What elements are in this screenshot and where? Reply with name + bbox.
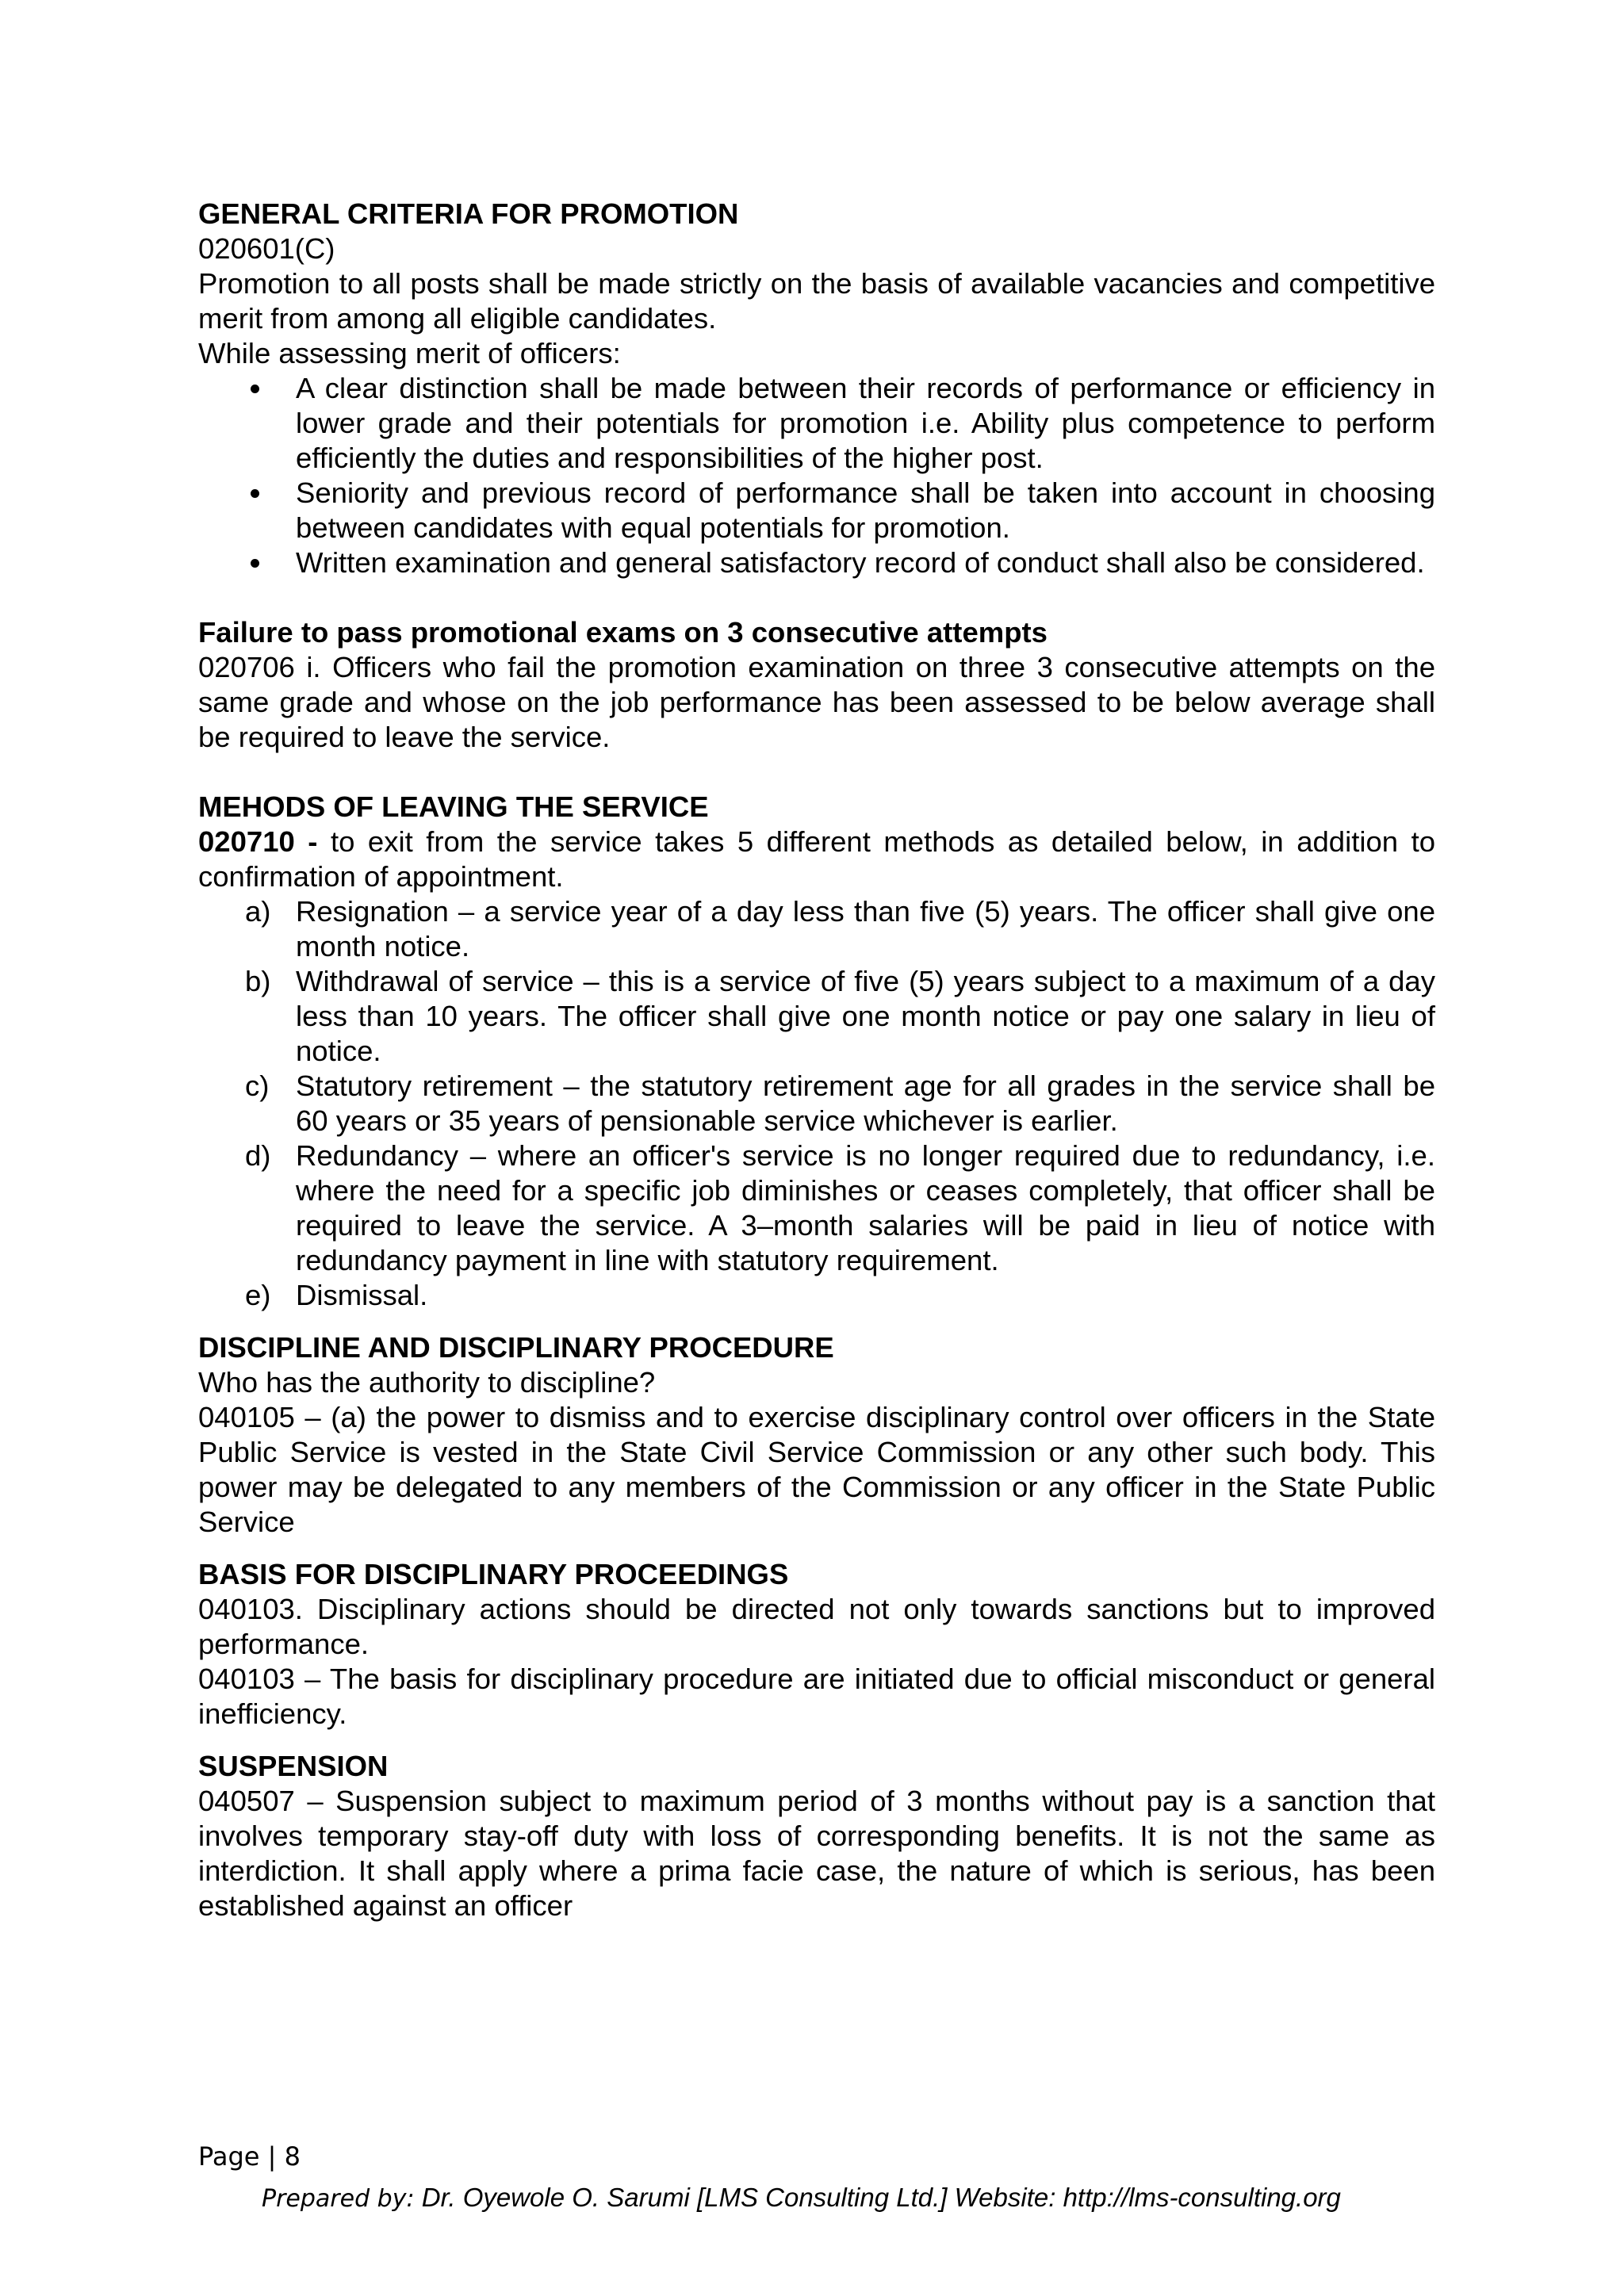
prepared-by-line [262,2182,1341,2215]
section-heading-failure: Failure to pass promotional exams on 3 consecutive attempts [198,616,1048,649]
failure-paragraph: 020706 i. Officers who fail the promotion examination on three 3 consecutive attempts on the same grade and whose on the job performance has been assessed to be below average shall be required to leave the service. [198,651,1435,753]
list-marker: c) [245,1070,270,1102]
list-marker: a) [245,895,271,928]
promotion-merit-intro: While assessing merit of officers: [198,337,621,369]
list-item [198,1138,1435,1278]
list-item [198,1069,1435,1138]
leaving-code: 020710 - [198,825,318,858]
section-heading-suspension: SUSPENSION [198,1750,389,1782]
basis-paragraph-2: 040103 – The basis for disciplinary procedure are initiated due to official misconduct or general inefficiency. [198,1663,1435,1730]
list-item [198,545,1435,580]
page-content [198,197,1435,1923]
leaving-intro-text: to exit from the service takes 5 different methods as detailed below, in addition to confirmation of appointment. [198,825,1436,893]
list-item [198,964,1435,1069]
suspension-paragraph: 040507 – Suspension subject to maximum period of 3 months without pay is a sanction that involves temporary stay-off duty with loss of corresponding benefits. It is not the same as interdiction. It shall apply where a prima facie case, the nature of which is serious, has been established against an officer [198,1785,1435,1922]
list-item [198,476,1435,545]
leaving-intro [198,825,1435,894]
leaving-methods-list [198,894,1435,1313]
list-marker: b) [245,965,271,997]
section-heading-promotion: GENERAL CRITERIA FOR PROMOTION [198,197,739,230]
bullet-icon [251,559,259,568]
list-marker: d) [245,1139,271,1172]
page-footer [198,2141,1435,2213]
promotion-code: 020601(C) [198,232,335,265]
list-item [198,894,1435,964]
list-item-text: Dismissal. [296,1279,428,1311]
discipline-question: Who has the authority to discipline? [198,1366,656,1399]
list-item-text: Resignation – a service year of a day less than five (5) years. The officer shall give one month notice. [296,895,1435,962]
list-item-text: Written examination and general satisfactory record of conduct shall also be considered. [296,546,1425,579]
discipline-paragraph: 040105 – (a) the power to dismiss and to exercise disciplinary control over officers in the State Public Service is vested in the State Civil Service Commission or any other such body. This power may be delegated to any members of the Commission or any officer in the State Public Service [198,1401,1435,1538]
list-item-text: Seniority and previous record of performance shall be taken into account in choosing between candidates with equal potentials for promotion. [296,476,1435,544]
list-item-text: Withdrawal of service – this is a service of five (5) years subject to a maximum of a day less than 10 years. The officer shall give one month notice or pay one salary in lieu of notice. [296,965,1435,1067]
list-item-text: Redundancy – where an officer's service is no longer required due to redundancy, i.e. where the need for a specific job diminishes or ceases completely, that officer shall be required to leave the service. A 3–month salaries will be paid in lieu of notice with redundancy payment in line with statutory requirement. [296,1139,1435,1276]
prepared-by-label: Prepared by: [262,2185,415,2213]
page-number: Page | 8 [198,2141,301,2172]
bullet-icon [251,489,259,498]
list-item-text: A clear distinction shall be made between their records of performance or efficiency in lower grade and their potentials for promotion i.e. Ability plus competence to perform efficiently the duties and responsibilities of the higher post. [296,372,1435,474]
list-item-text: Statutory retirement – the statutory retirement age for all grades in the service shall be 60 years or 35 years of pensionable service whichever is earlier. [296,1070,1435,1137]
prepared-by-text: Dr. Oyewole O. Sarumi [LMS Consulting Ltd.] Website: http://lms-consulting.org [414,2183,1341,2212]
basis-paragraph-1: 040103. Disciplinary actions should be directed not only towards sanctions but to improved performance. [198,1593,1435,1660]
section-heading-leaving: MEHODS OF LEAVING THE SERVICE [198,790,709,823]
section-heading-basis: BASIS FOR DISCIPLINARY PROCEEDINGS [198,1558,789,1590]
section-heading-discipline: DISCIPLINE AND DISCIPLINARY PROCEDURE [198,1331,834,1364]
list-marker: e) [245,1279,271,1311]
promotion-paragraph: Promotion to all posts shall be made strictly on the basis of available vacancies and competitive merit from among all eligible candidates. [198,267,1435,335]
promotion-criteria-list [198,371,1435,580]
list-item [198,371,1435,476]
list-item [198,1278,1435,1313]
bullet-icon [251,385,259,393]
